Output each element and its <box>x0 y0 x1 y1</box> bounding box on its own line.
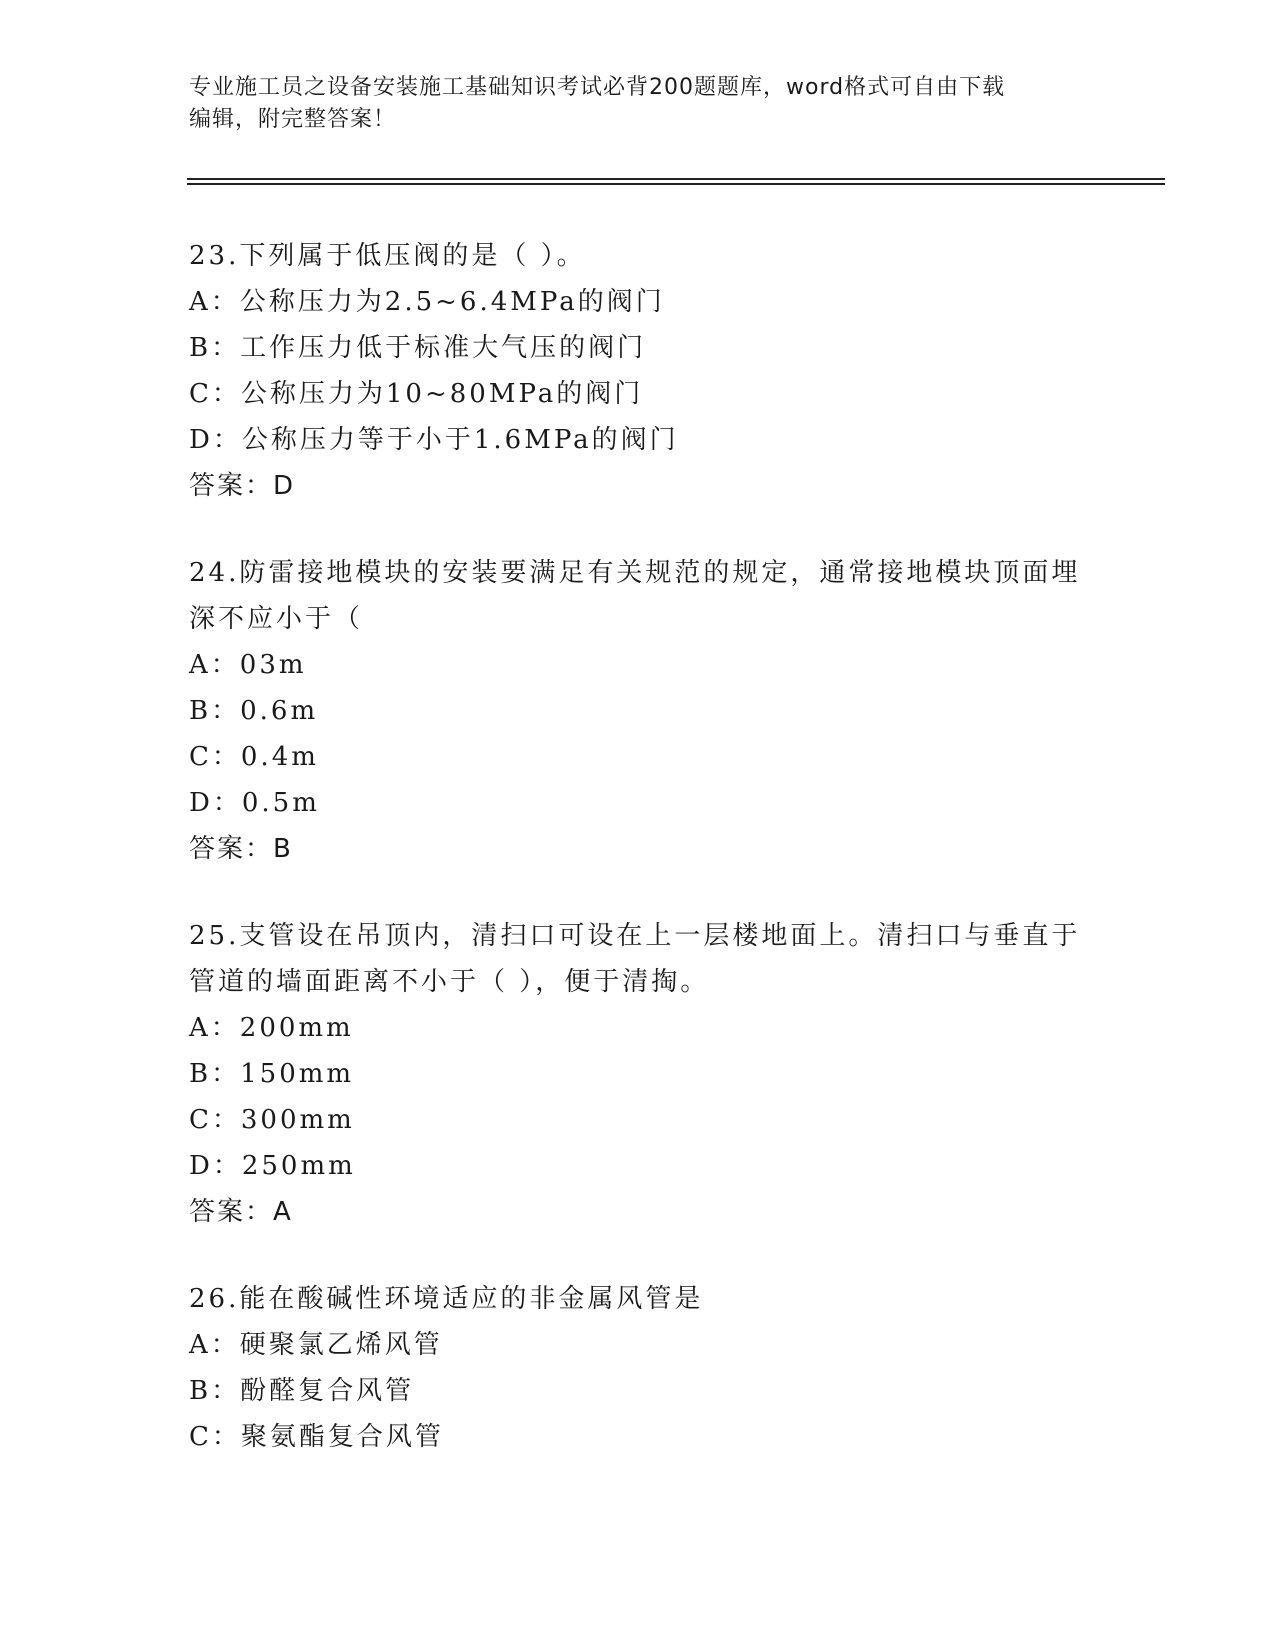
option-b: B：工作压力低于标准大气压的阀门 <box>189 333 647 363</box>
option-d: D：公称压力等于小于1.6MPa的阀门 <box>189 425 679 455</box>
option-c: C：300mm <box>189 1105 355 1135</box>
question-24 <box>189 550 1089 872</box>
question-stem: 23.下列属于低压阀的是（ ）。 <box>189 241 586 271</box>
question-list <box>189 233 1089 1501</box>
option-c: C：聚氨酯复合风管 <box>189 1422 444 1452</box>
document-header <box>189 72 1089 136</box>
question-stem: 26.能在酸碱性环境适应的非金属风管是 <box>189 1284 704 1314</box>
header-divider-bottom <box>187 183 1165 185</box>
option-d: D：250mm <box>189 1151 356 1181</box>
option-b: B：150mm <box>189 1059 355 1089</box>
question-stem: 25.支管设在吊顶内，清扫口可设在上一层楼地面上。清扫口与垂直于 <box>189 921 1081 951</box>
header-divider-top <box>187 178 1165 180</box>
question-stem-continued: 管道的墙面距离不小于（ ），便于清掏。 <box>189 967 710 997</box>
answer: 答案：D <box>189 471 296 501</box>
question-25 <box>189 913 1089 1235</box>
option-d: D：0.5m <box>189 788 320 818</box>
option-b: B：酚醛复合风管 <box>189 1376 415 1406</box>
header-line-1: 专业施工员之设备安装施工基础知识考试必背200题题库，word格式可自由下载 <box>189 75 1006 100</box>
question-23 <box>189 233 1089 509</box>
option-a: A：硬聚氯乙烯风管 <box>189 1330 443 1360</box>
option-c: C：公称压力为10~80MPa的阀门 <box>189 379 644 409</box>
option-a: A：200mm <box>189 1013 354 1043</box>
question-stem-continued: 深不应小于（ <box>189 604 364 634</box>
option-a: A：03m <box>189 650 307 680</box>
header-line-2: 编辑，附完整答案！ <box>189 107 397 132</box>
option-c: C：0.4m <box>189 742 319 772</box>
answer: 答案：A <box>189 1197 293 1227</box>
question-stem: 24.防雷接地模块的安装要满足有关规范的规定，通常接地模块顶面埋 <box>189 558 1081 588</box>
option-b: B：0.6m <box>189 696 319 726</box>
answer: 答案：B <box>189 834 293 864</box>
question-26 <box>189 1276 1089 1460</box>
option-a: A：公称压力为2.5~6.4MPa的阀门 <box>189 287 665 317</box>
